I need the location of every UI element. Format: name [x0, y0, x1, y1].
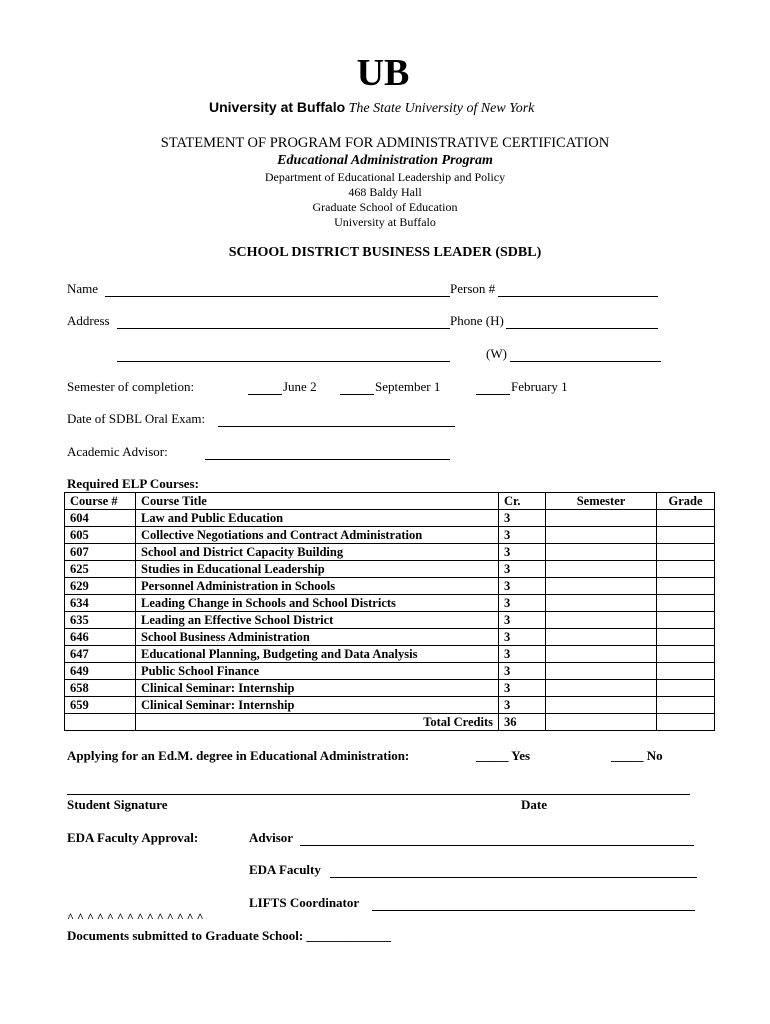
- university-tagline: The State University of New York: [348, 101, 535, 116]
- semester-cell[interactable]: [546, 527, 657, 544]
- course-title: Law and Public Education: [136, 510, 499, 527]
- semester-cell[interactable]: [546, 595, 657, 612]
- certificate-title: SCHOOL DISTRICT BUSINESS LEADER (SDBL): [228, 245, 542, 260]
- table-header-row: [65, 493, 715, 510]
- course-num: 607: [65, 544, 136, 561]
- lifts-coordinator-signature-field[interactable]: [372, 910, 695, 911]
- table-row: [65, 561, 715, 578]
- university-wordmark: [209, 99, 534, 117]
- phone-work-field[interactable]: [510, 361, 661, 362]
- table-row: [65, 663, 715, 680]
- course-title: Collective Negotiations and Contract Administration: [136, 527, 499, 544]
- course-num: 647: [65, 646, 136, 663]
- course-credits: 3: [499, 646, 546, 663]
- course-credits: 3: [499, 697, 546, 714]
- february-checkbox[interactable]: [476, 394, 510, 395]
- address-line: 468 Baldy Hall: [348, 185, 422, 199]
- course-num: 625: [65, 561, 136, 578]
- course-credits: 3: [499, 561, 546, 578]
- total-grade-cell: [657, 714, 715, 731]
- table-row: [65, 646, 715, 663]
- course-title: Clinical Seminar: Internship: [136, 680, 499, 697]
- june-checkbox[interactable]: [248, 394, 282, 395]
- program-title: Educational Administration Program: [277, 153, 493, 168]
- course-num: 659: [65, 697, 136, 714]
- phone-home-label: Phone (H): [450, 313, 504, 328]
- caret-marks: ^ ^ ^ ^ ^ ^ ^ ^ ^ ^ ^ ^ ^ ^: [67, 910, 204, 924]
- course-credits: 3: [499, 680, 546, 697]
- ub-logo-text: UB: [356, 54, 410, 90]
- semester-cell[interactable]: [546, 578, 657, 595]
- ub-logo: [346, 54, 420, 90]
- table-row: [65, 595, 715, 612]
- course-credits: 3: [499, 510, 546, 527]
- table-row: [65, 578, 715, 595]
- grade-cell[interactable]: [657, 680, 715, 697]
- eda-faculty-label: EDA Faculty: [249, 862, 321, 877]
- address-line: Department of Educational Leadership and Policy: [264, 170, 506, 184]
- address-line: University at Buffalo: [334, 215, 436, 229]
- student-signature-label: Student Signature: [67, 797, 168, 812]
- semester-cell[interactable]: [546, 544, 657, 561]
- course-title: School Business Administration: [136, 629, 499, 646]
- course-title: Public School Finance: [136, 663, 499, 680]
- total-credits-value: 36: [499, 714, 546, 731]
- course-num: 604: [65, 510, 136, 527]
- semester-cell[interactable]: [546, 646, 657, 663]
- course-num: 635: [65, 612, 136, 629]
- date-label: Date: [521, 797, 547, 812]
- total-blank: [65, 714, 136, 731]
- person-label: Person #: [450, 281, 496, 296]
- semester-label: Semester of completion:: [67, 379, 195, 394]
- semester-cell[interactable]: [546, 629, 657, 646]
- semester-cell[interactable]: [546, 663, 657, 680]
- september-checkbox[interactable]: [340, 394, 374, 395]
- grade-cell[interactable]: [657, 561, 715, 578]
- course-num: 629: [65, 578, 136, 595]
- header-course-title: Course Title: [136, 493, 499, 510]
- academic-advisor-label: Academic Advisor:: [67, 444, 168, 459]
- header-credits: Cr.: [499, 493, 546, 510]
- courses-section-title: Required ELP Courses:: [67, 476, 199, 491]
- grade-cell[interactable]: [657, 646, 715, 663]
- table-row: [65, 697, 715, 714]
- courses-table: [64, 492, 715, 731]
- grade-cell[interactable]: [657, 663, 715, 680]
- degree-yes-option[interactable]: _____ Yes: [476, 748, 531, 763]
- form-title: STATEMENT OF PROGRAM FOR ADMINISTRATIVE CERTIFICATION: [160, 135, 610, 151]
- total-row: [65, 714, 715, 731]
- course-title: Studies in Educational Leadership: [136, 561, 499, 578]
- student-signature-line[interactable]: [67, 794, 690, 795]
- september-option: September 1: [375, 379, 441, 394]
- grade-cell[interactable]: [657, 612, 715, 629]
- advisor-signature-label: Advisor: [249, 830, 294, 845]
- course-credits: 3: [499, 629, 546, 646]
- grade-cell[interactable]: [657, 629, 715, 646]
- course-credits: 3: [499, 595, 546, 612]
- course-num: 634: [65, 595, 136, 612]
- course-credits: 3: [499, 527, 546, 544]
- documents-label-text: Documents submitted to Graduate School:: [67, 928, 304, 943]
- course-title: Personnel Administration in Schools: [136, 578, 499, 595]
- june-option: June 2: [283, 379, 317, 394]
- grade-cell[interactable]: [657, 527, 715, 544]
- address-field-line2[interactable]: [117, 361, 450, 362]
- course-title: Educational Planning, Budgeting and Data Analysis: [136, 646, 499, 663]
- oral-exam-label: Date of SDBL Oral Exam:: [67, 411, 206, 426]
- documents-submitted-label: [67, 928, 391, 944]
- semester-cell[interactable]: [546, 697, 657, 714]
- table-row: [65, 612, 715, 629]
- table-row: [65, 527, 715, 544]
- grade-cell[interactable]: [657, 595, 715, 612]
- course-credits: 3: [499, 612, 546, 629]
- phone-home-field[interactable]: [506, 328, 658, 329]
- header-course-num: Course #: [65, 493, 136, 510]
- table-row: [65, 680, 715, 697]
- academic-advisor-field[interactable]: [205, 459, 450, 460]
- course-credits: 3: [499, 663, 546, 680]
- course-num: 649: [65, 663, 136, 680]
- semester-cell[interactable]: [546, 612, 657, 629]
- grade-cell[interactable]: [657, 544, 715, 561]
- course-num: 646: [65, 629, 136, 646]
- header-semester: Semester: [546, 493, 657, 510]
- course-title: School and District Capacity Building: [136, 544, 499, 561]
- address-line: Graduate School of Education: [312, 200, 458, 214]
- table-row: [65, 629, 715, 646]
- grade-cell[interactable]: [657, 697, 715, 714]
- header-grade: Grade: [657, 493, 715, 510]
- documents-submitted-field[interactable]: _____________: [306, 928, 391, 943]
- table-row: [65, 544, 715, 561]
- lifts-coordinator-label: LIFTS Coordinator: [249, 895, 360, 910]
- address-field[interactable]: [117, 328, 450, 329]
- total-credits-label: Total Credits: [136, 714, 499, 731]
- degree-no-option[interactable]: _____ No: [611, 748, 663, 763]
- semester-cell[interactable]: [546, 510, 657, 527]
- eda-faculty-signature-field[interactable]: [330, 877, 697, 878]
- total-semester-cell: [546, 714, 657, 731]
- name-field[interactable]: [105, 296, 450, 297]
- semester-cell[interactable]: [546, 680, 657, 697]
- degree-question: Applying for an Ed.M. degree in Educational Administration:: [67, 748, 410, 763]
- advisor-signature-field[interactable]: [300, 845, 694, 846]
- university-name: University at Buffalo: [209, 99, 346, 115]
- course-num: 658: [65, 680, 136, 697]
- course-title: Leading an Effective School District: [136, 612, 499, 629]
- name-label: Name: [67, 281, 99, 296]
- person-number-field[interactable]: [498, 296, 658, 297]
- oral-exam-date-field[interactable]: [218, 426, 455, 427]
- february-option: February 1: [511, 379, 568, 394]
- grade-cell[interactable]: [657, 510, 715, 527]
- course-credits: 3: [499, 578, 546, 595]
- course-credits: 3: [499, 544, 546, 561]
- address-label: Address: [67, 313, 110, 328]
- phone-work-label: (W): [486, 346, 507, 361]
- course-num: 605: [65, 527, 136, 544]
- semester-cell[interactable]: [546, 561, 657, 578]
- faculty-approval-label: EDA Faculty Approval:: [67, 830, 199, 845]
- grade-cell[interactable]: [657, 578, 715, 595]
- course-title: Clinical Seminar: Internship: [136, 697, 499, 714]
- table-row: [65, 510, 715, 527]
- course-title: Leading Change in Schools and School Districts: [136, 595, 499, 612]
